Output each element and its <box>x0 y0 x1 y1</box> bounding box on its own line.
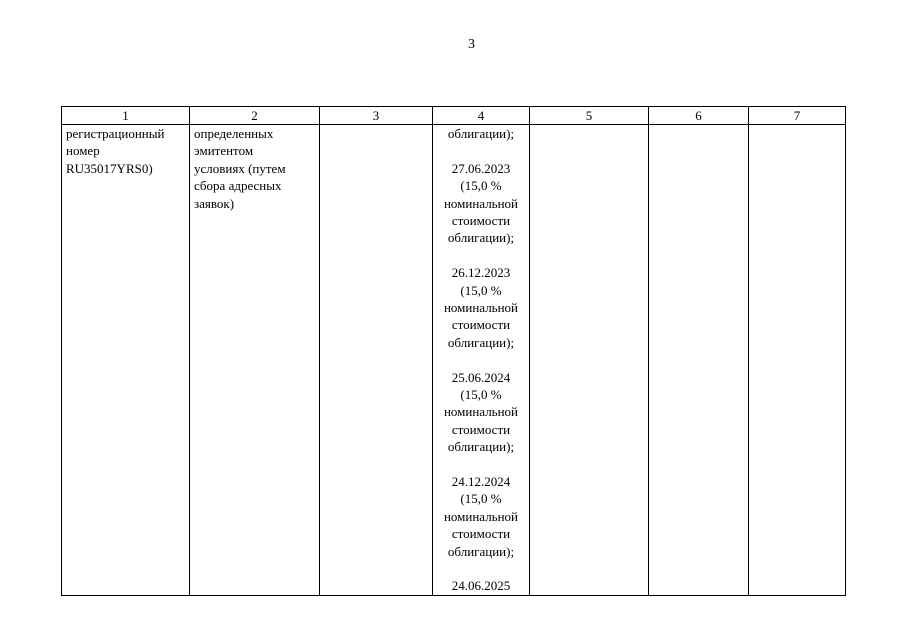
cell-text-line: облигации); <box>447 230 515 246</box>
cell-text-line: (15,0 % <box>460 491 502 507</box>
cell-spacer <box>437 560 525 577</box>
cell-text-line: номинальной <box>443 195 519 211</box>
cell-text-line: заявок) <box>194 195 235 211</box>
cell-text-line: номинальной <box>443 300 519 316</box>
cell-text-line: облигации); <box>447 126 515 141</box>
cell-text-line: стоимости <box>451 526 511 542</box>
cell-spacer <box>437 351 525 368</box>
column-header: 6 <box>649 107 749 125</box>
cell-text-line: (15,0 % <box>460 282 502 298</box>
cell-text-line: 24.06.2025 <box>451 578 511 594</box>
cell-text-line: условиях (путем <box>194 160 286 176</box>
cell-text-line: облигации); <box>447 439 515 455</box>
cell-text-line: сбора адресных <box>194 178 282 194</box>
column-header: 3 <box>320 107 433 125</box>
cell-text-line: (15,0 % <box>460 178 502 194</box>
cell-text-line: номер <box>66 143 100 159</box>
table-cell-col2 <box>190 125 320 596</box>
cell-text-line: стоимости <box>451 213 511 229</box>
cell-text-line: 26.12.2023 <box>451 265 511 281</box>
cell-text-line: стоимости <box>451 421 511 437</box>
cell-text-line: 27.06.2023 <box>451 160 511 176</box>
table-cell-col6 <box>649 125 749 596</box>
column-header: 5 <box>530 107 649 125</box>
table-cell-col7 <box>749 125 846 596</box>
cell-text-line: определенных <box>194 126 274 141</box>
cell-text-line: 25.06.2024 <box>451 369 511 385</box>
cell-text-line: номинальной <box>443 404 519 420</box>
page-number: 3 <box>468 37 475 52</box>
table-cell-col5 <box>530 125 649 596</box>
cell-spacer <box>437 142 525 159</box>
table-header-row <box>62 107 846 125</box>
cell-text-line: стоимости <box>451 317 511 333</box>
table-cell-col1 <box>62 125 190 596</box>
cell-spacer <box>437 456 525 473</box>
cell-text-line: регистрационный <box>66 126 165 141</box>
cell-spacer <box>437 247 525 264</box>
cell-text-line: эмитентом <box>194 143 254 159</box>
cell-text-line: номинальной <box>443 508 519 524</box>
document-table <box>61 106 846 596</box>
cell-text-line: 24.12.2024 <box>451 474 511 490</box>
table-cell-col4 <box>433 125 530 596</box>
cell-text-line: облигации); <box>447 543 515 559</box>
cell-text-line: облигации); <box>447 334 515 350</box>
column-header: 1 <box>62 107 190 125</box>
cell-text-line: RU35017YRS0) <box>66 160 153 176</box>
column-header: 4 <box>433 107 530 125</box>
cell-text-line: (15,0 % <box>460 387 502 403</box>
table-row <box>62 125 846 596</box>
column-header: 7 <box>749 107 846 125</box>
table-cell-col3 <box>320 125 433 596</box>
column-header: 2 <box>190 107 320 125</box>
